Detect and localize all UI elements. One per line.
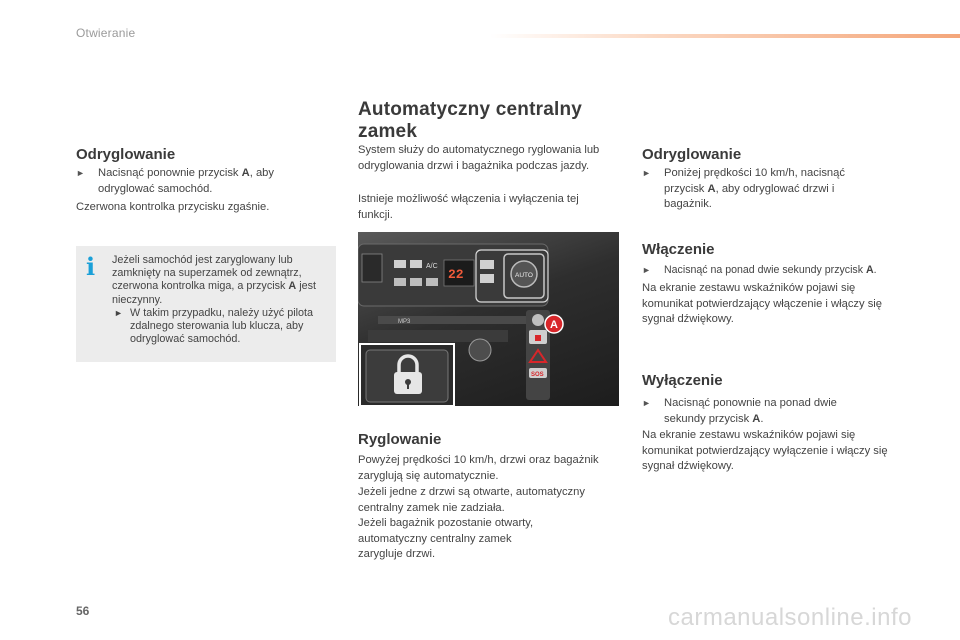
panel-button (426, 278, 438, 286)
info-text: Jeżeli samochód jest zaryglowany lub zamknięty na superzamek od zewnątrz, czerwona kontrolka miga, a przycisk A jest nieczynny. ► W takim przypadku, należy użyć pilota zdalnego sterowania lub klucza, aby odryglować samochód. (112, 254, 334, 346)
ryglowanie-heading: Ryglowanie (358, 431, 442, 448)
panel-button (480, 274, 494, 283)
middle-intro-p2: Istnieje możliwość włączenia i wyłączenia tej funkcji. (358, 193, 579, 221)
page-number: 56 (76, 604, 90, 618)
ac-label: A/C (426, 263, 438, 270)
wylaczenie-heading: Wyłączenie (642, 372, 723, 389)
left-note: Czerwona kontrolka przycisku zgaśnie. (76, 201, 270, 213)
panel-button (410, 260, 422, 268)
dashboard-photo (358, 232, 619, 406)
ryglowanie-p1: Powyżej prędkości 10 km/h, drzwi oraz bagażnik zaryglują się automatycznie. (358, 454, 599, 482)
callout-a-label: A (550, 319, 558, 331)
panel-button (394, 278, 406, 286)
temperature-value: 22 (448, 267, 464, 282)
ryglowanie-p2: Jeżeli jedne z drzwi są otwarte, automatyczny centralny zamek nie zadziała. (358, 486, 585, 514)
bullet-marker-icon: ► (642, 168, 651, 178)
auto-label: AUTO (515, 272, 533, 279)
bullet-marker-icon: ► (642, 265, 651, 275)
info-icon: i (86, 252, 96, 281)
bullet-marker-icon: ► (76, 168, 85, 178)
panel-button (394, 260, 406, 268)
bullet-marker-icon: ► (114, 307, 123, 318)
left-display (362, 254, 382, 282)
left-bullet-item: ► Nacisnąć ponownie przycisk A, aby odryglować samochód. (76, 167, 274, 195)
sos-label: SOS (531, 372, 544, 378)
bullet-marker-icon: ► (642, 398, 651, 408)
main-heading: Automatyczny centralny zamek (358, 99, 583, 142)
wlaczenie-heading: Włączenie (642, 241, 715, 258)
section-title: Otwieranie (76, 26, 136, 40)
header-decoration-bar (490, 34, 960, 38)
watermark: carmanualsonline.info (668, 604, 912, 631)
dashboard-illustration (358, 232, 619, 406)
wlaczenie-bullet: ► Nacisnąć na ponad dwie sekundy przycisk A. (642, 263, 934, 279)
left-heading-odryglowanie: Odryglowanie (76, 146, 176, 163)
info-box (76, 246, 336, 362)
info-sub-bullet: ► W takim przypadku, należy użyć pilota zdalnego sterowania lub klucza, aby odryglować samochód. (114, 306, 314, 346)
right-odr-bullet: ► Poniżej prędkości 10 km/h, nacisnąć przycisk A, aby odryglować drzwi i bagażnik. (642, 167, 845, 211)
right-heading-odryglowanie: Odryglowanie (642, 146, 742, 163)
button-round (532, 314, 544, 326)
middle-intro-p1: System służy do automatycznego ryglowania lub odryglowania drzwi i bagażnika podczas jazdy. (358, 144, 600, 172)
panel-button (410, 278, 422, 286)
wlaczenie-text: Na ekranie zestawu wskaźników pojawi się komunikat potwierdzający włączenie i włączy się sygnał dźwiękowy. (642, 282, 883, 326)
mp3-label: MP3 (398, 319, 411, 325)
wylaczenie-text: Na ekranie zestawu wskaźników pojawi się komunikat potwierdzający wyłączenie i włączy się sygnał dźwiękowy. (642, 429, 888, 473)
audio-buttons (368, 330, 508, 342)
panel-button (480, 260, 494, 269)
ryglowanie-p3: Jeżeli bagażnik pozostanie otwarty, automatyczny centralny zamek zarygluje drzwi. (358, 517, 534, 561)
wylaczenie-bullet: ► Nacisnąć ponownie na ponad dwie sekundy przycisk A. (642, 397, 837, 425)
audio-knob (469, 339, 491, 361)
lock-button-a (529, 330, 547, 344)
